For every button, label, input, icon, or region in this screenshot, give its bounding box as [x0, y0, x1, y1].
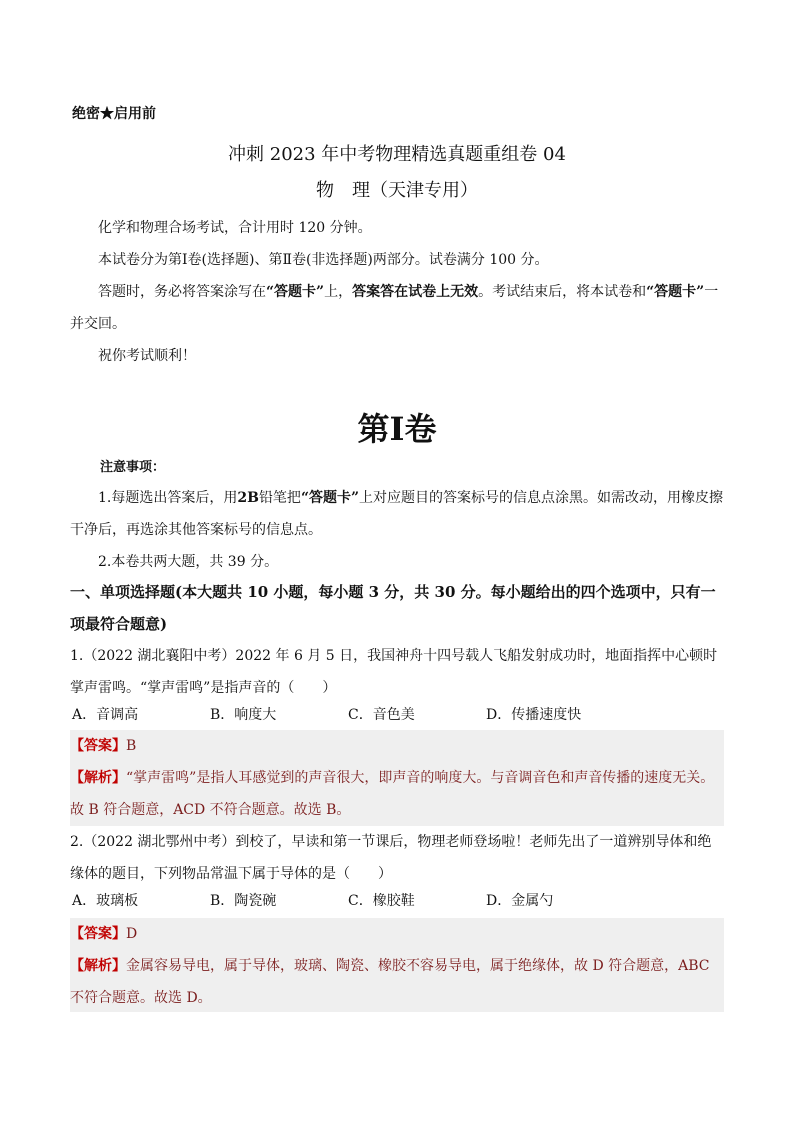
q2-answer: D [126, 926, 138, 942]
exam-title: 冲刺 2023 年中考物理精选真题重组卷 04 [228, 144, 566, 165]
q2-option-d: D．金属勺 [486, 893, 554, 909]
q2-analysis-text: 金属容易导电，属于导体，玻璃、陶瓷、橡胶不容易导电，属于绝缘体，故 D 符合题意，ABC 不符合题意。故选 D。 [70, 958, 710, 1006]
note1-text-b: 铅笔把 [258, 490, 301, 506]
note1-text-a: 1.每题选出答案后，用 [98, 490, 238, 506]
instr-text-c: 。考试结束后，将本试卷和 [478, 284, 647, 300]
analysis-tag: 【解析】 [70, 770, 126, 786]
q1-analysis [70, 762, 724, 826]
question-2-stem: 2.（2022 湖北鄂州中考）到校了，早读和第一节课后，物理老师登场啦！老师先出了一道辨别导体和绝缘体的题目，下列物品常温下属于导体的是（ ） [70, 834, 712, 882]
question-1-answer-box [70, 730, 724, 826]
instr-text-d: 一并交回。 [70, 284, 719, 332]
volume-title: 第Ⅰ卷 [357, 410, 437, 448]
q1-analysis-text: “掌声雷鸣”是指人耳感觉到的声音很大，即声音的响度大。与音调音色和声音传播的速度无关。故 B 符合题意，ACD 不符合题意。故选 B。 [70, 770, 715, 818]
answer-card-term-3: “答题卡” [300, 490, 360, 506]
q1-option-b: B．响度大 [210, 707, 277, 723]
intro-line-time: 化学和物理合场考试，合计用时 120 分钟。 [98, 220, 372, 236]
pencil-type: 2B [237, 490, 259, 506]
notes-heading: 注意事项： [100, 460, 166, 475]
q1-answer: B [126, 738, 137, 754]
q2-option-c: C．橡胶鞋 [348, 893, 415, 909]
instr-text-b: 上， [324, 284, 353, 300]
q2-answer-line [70, 918, 724, 950]
question-2-options [72, 890, 722, 910]
note-2: 2.本卷共两大题，共 39 分。 [98, 554, 279, 570]
section-heading: 一、单项选择题(本大题共 10 小题，每小题 3 分，共 30 分。每小题给出的四个选项中，只有一项最符合题意) [70, 583, 716, 633]
q2-analysis [70, 950, 724, 1014]
exam-subtitle: 物 理（天津专用） [316, 180, 478, 201]
question-1-stem: 1.（2022 湖北襄阳中考）2022 年 6 月 5 日，我国神舟十四号载人飞船发射成功时，地面指挥中心顿时掌声雷鸣。“掌声雷鸣”是指声音的（ ） [70, 648, 718, 696]
note1-text-c: 上对应题目的答案标号的信息点涂黑。如需改动，用橡皮擦干净后，再选涂其他答案标号的信息点。 [70, 490, 724, 538]
q1-option-c: C．音色美 [348, 707, 415, 723]
instr-text-a: 答题时，务必将答案涂写在 [98, 284, 266, 300]
q2-option-b: B．陶瓷碗 [210, 893, 277, 909]
analysis-tag: 【解析】 [70, 958, 126, 974]
q2-option-a: A．玻璃板 [72, 893, 139, 909]
confidential-label: 绝密★启用前 [72, 106, 156, 122]
q1-answer-line [70, 730, 724, 762]
question-1-options [72, 704, 722, 724]
note-1 [70, 482, 724, 546]
intro-line-structure: 本试卷分为第Ⅰ卷(选择题)、第Ⅱ卷(非选择题)两部分。试卷满分 100 分。 [98, 252, 549, 268]
answer-tag: 【答案】 [70, 926, 126, 942]
answer-card-term-2: “答题卡” [646, 284, 705, 300]
intro-good-luck: 祝你考试顺利！ [98, 348, 196, 364]
answer-tag: 【答案】 [70, 738, 126, 754]
answer-card-term: “答题卡” [266, 284, 325, 300]
q1-option-a: A．音调高 [72, 707, 139, 723]
invalid-answer-warning: 答案答在试卷上无效 [352, 284, 479, 300]
intro-line-instructions [70, 276, 724, 340]
q1-option-d: D．传播速度快 [486, 707, 582, 723]
question-2-answer-box [70, 918, 724, 1012]
